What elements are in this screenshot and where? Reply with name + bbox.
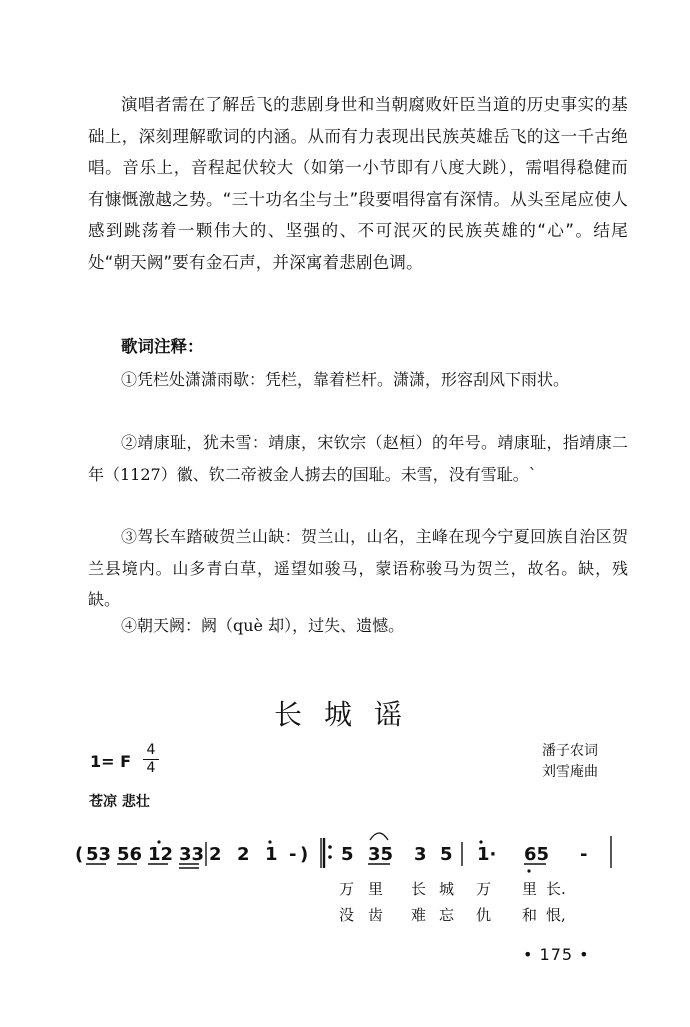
lyric-char: 仇 [476, 906, 492, 924]
melody-note: 5 [341, 844, 354, 865]
repeat-dots [328, 845, 332, 859]
intro-note: 1 [265, 844, 278, 865]
lyric-char: 城 [439, 880, 455, 898]
lyric-char: 没 [339, 906, 355, 924]
intro-note: 2 [209, 844, 222, 865]
melody-note-group: 35 [368, 844, 394, 865]
melody-note: 5 [440, 844, 453, 865]
notes-heading: 歌词注释： [121, 337, 204, 356]
lyric-char: 万 [339, 880, 355, 898]
slur-mark [370, 833, 388, 840]
lyric-char: 万 [476, 880, 492, 898]
lyric-char: 恨, [546, 906, 566, 924]
note-3: ③驾长车踏破贺兰山缺：贺兰山，山名，主峰在现今宁夏回族自治区贺兰县境内。山多青白草，遥望如骏马，蒙语称骏马为贺兰，故名。缺，残缺。 [88, 527, 628, 609]
lyricist-credit: 潘子农词 [542, 743, 598, 759]
intro-paragraph: 演唱者需在了解岳飞的悲剧身世和当朝腐败奸臣当道的历史事实的基础上，深刻理解歌词的内涵。从而有力表现出民族英雄岳飞的这一千古绝唱。音乐上，音程起伏较大（如第一小节即有八度大跳），需唱得稳健而有慷慨激越之势。“三十功名尘与土”段要唱得富有深情。从头至尾应使人感到跳荡着一颗伟大的、坚强的、不可泯灭的民族英雄的“心”。结尾处“朝天阙”要有金石声，并深寓着悲剧色调。 [88, 95, 628, 272]
composer-credit: 刘雪庵曲 [542, 764, 598, 780]
key-signature: 1= F [90, 752, 132, 771]
note-1: ①凭栏处潇潇雨歇：凭栏，靠着栏杆。潇潇，形容刮风下雨状。 [121, 370, 570, 389]
time-signature-denominator: 4 [143, 759, 159, 777]
intro-note-group: 33 [179, 844, 205, 865]
intro-note-group: 12 [148, 844, 174, 865]
intro-dash: - [289, 844, 297, 865]
intro-open-paren: ( [75, 844, 84, 865]
lyric-char: 长. [546, 880, 566, 898]
intro-close-paren: ) [300, 844, 309, 865]
lyric-char: 和 [522, 906, 538, 924]
note-2: ②靖康耻，犹未雪：靖康，宋钦宗（赵桓）的年号。靖康耻，指靖康二年（1127）徽、钦二帝被金人掳去的国耻。未雪，没有雪耻。` [88, 433, 628, 484]
melody-dash: - [580, 844, 588, 865]
lyric-char: 里 [522, 880, 538, 898]
note-4: ④朝天阙：阙（què 却），过失、遗憾。 [121, 616, 405, 635]
melody-note: 3 [414, 844, 427, 865]
melody-note: 1· [477, 844, 497, 865]
intro-note-group: 53 [86, 844, 112, 865]
lyric-char: 齿 [368, 906, 384, 924]
lyric-char: 难 [411, 906, 427, 924]
page-number: • 175 • [523, 945, 590, 964]
melody-note-group: 65 [524, 844, 550, 865]
lyric-char: 忘 [439, 906, 455, 924]
time-signature-numerator: 4 [146, 742, 156, 758]
intro-note: 2 [237, 844, 250, 865]
expression-marking: 苍凉 悲壮 [89, 794, 150, 810]
lyric-char: 里 [368, 880, 384, 898]
intro-note-group: 56 [117, 844, 143, 865]
lyric-char: 长 [411, 880, 427, 898]
song-title: 长城谣 [274, 698, 425, 731]
